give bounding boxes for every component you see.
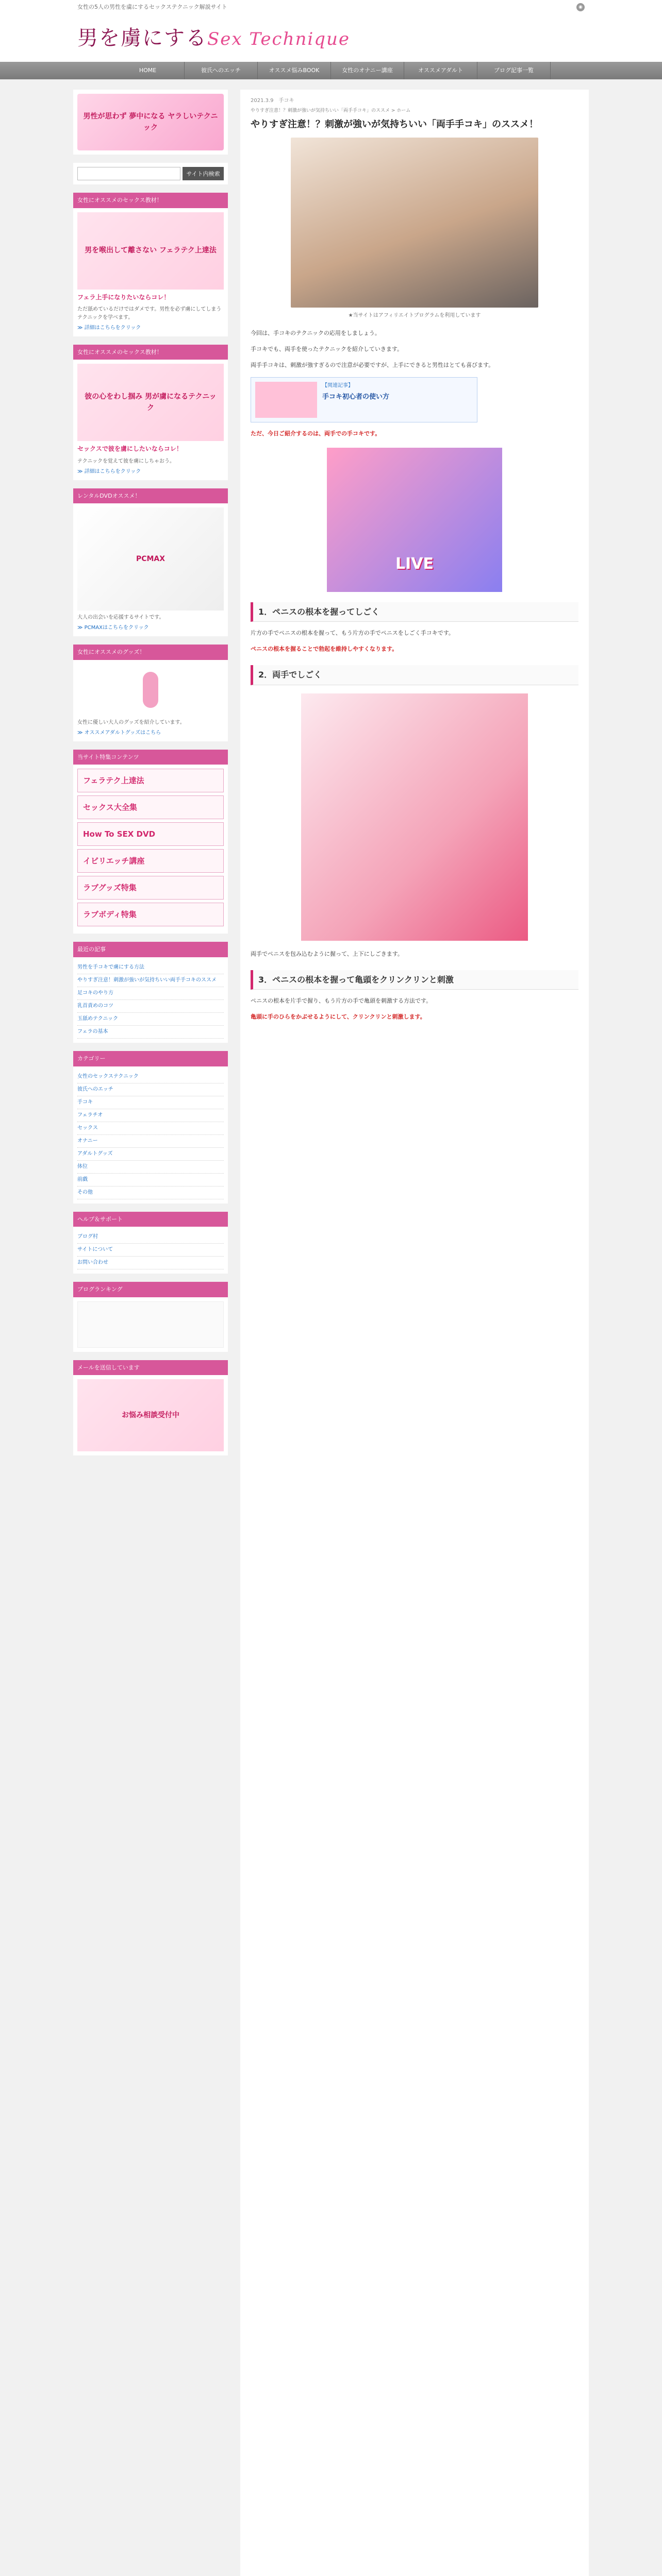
nav-adult[interactable]: オススメアダルト	[404, 62, 477, 79]
site-tagline: 女性の5人の男性を虜にするセックステクニック解説サイト	[77, 4, 227, 11]
dvd-more-link[interactable]: ≫ PCMAXはこちらをクリック	[77, 625, 149, 631]
nav-boyfriend[interactable]: 彼氏へのエッチ	[185, 62, 258, 79]
main-content	[240, 90, 589, 2576]
post-meta	[251, 97, 578, 105]
category-link[interactable]: アダルトグッズ	[77, 1148, 224, 1161]
post-date: 2021.3.9	[251, 98, 274, 104]
recent-post-link[interactable]: 足コキのやり方	[77, 987, 224, 1000]
category-link[interactable]: 前戯	[77, 1174, 224, 1187]
help-link[interactable]: サイトについて	[77, 1244, 224, 1257]
category-link[interactable]: 彼氏へのエッチ	[77, 1083, 224, 1096]
help-link[interactable]: ブログ村	[77, 1231, 224, 1244]
site-header	[0, 14, 662, 62]
post-category[interactable]: 手コキ	[278, 98, 294, 104]
feature-banner[interactable]: フェラテク上達法	[77, 769, 224, 792]
highlight-text: ペニスの根本を握ることで勃起を維持しやすくなります。	[251, 646, 398, 653]
widget-mail	[73, 1360, 228, 1456]
recent-post-link[interactable]: やりすぎ注意！刺激が強いが気持ちいい両手手コキのススメ	[77, 974, 224, 987]
paragraph: 両手でペニスを包み込むように握って、上下にしごきます。	[251, 950, 403, 957]
widget-title: ブログランキング	[73, 1282, 228, 1297]
recent-post-link[interactable]: フェラの基本	[77, 1026, 224, 1039]
category-link[interactable]: フェラチオ	[77, 1109, 224, 1122]
related-thumbnail	[255, 382, 317, 418]
goods-more-link[interactable]: ≫ オススメアダルトグッズはこちら	[77, 730, 161, 736]
widget-title: カテゴリー	[73, 1051, 228, 1066]
mail-banner[interactable]: お悩み相談受付中	[77, 1379, 224, 1451]
book-text: ただ舐めているだけではダメです。男性を必ず虜にしてしまうテクニックを学べます。	[77, 306, 222, 320]
widget-help	[73, 1212, 228, 1274]
widget-features	[73, 750, 228, 934]
related-text: 【関連記事】 手コキ初心者の使い方	[322, 382, 390, 401]
site-logo[interactable]: 男を虜にするSex Technique	[77, 26, 351, 50]
widget-title: 最近の記事	[73, 942, 228, 957]
live-chat-ad[interactable]: LIVE	[327, 448, 502, 592]
recent-post-link[interactable]: 玉舐めテクニック	[77, 1013, 224, 1026]
affiliate-note: ★当サイトはアフィリエイトプログラムを利用しています	[348, 313, 481, 319]
feature-banner[interactable]: How To SEX DVD	[77, 822, 224, 846]
paragraph: 片方の手でペニスの根本を握って、もう片方の手でペニスをしごく手コキです。	[251, 630, 454, 637]
highlight-text: 亀頭に手のひらをかぶせるようにして、クリンクリンと刺激します。	[251, 1013, 426, 1021]
category-link[interactable]: セックス	[77, 1122, 224, 1135]
paragraph: 手コキでも、両手を使ったテクニックを紹介していきます。	[251, 346, 403, 353]
related-link-card[interactable]	[251, 377, 477, 422]
category-link[interactable]: その他	[77, 1187, 224, 1199]
feature-banner[interactable]: ラブボディ特集	[77, 903, 224, 926]
sidebar	[73, 90, 228, 2576]
widget-title: ヘルプ＆サポート	[73, 1212, 228, 1227]
main-nav	[0, 62, 662, 79]
widget-book2	[73, 345, 228, 480]
help-link[interactable]: お問い合わせ	[77, 1257, 224, 1269]
category-link[interactable]: オナニー	[77, 1135, 224, 1148]
dvd-text: 大人の出会いを応援するサイトです。	[77, 615, 164, 621]
goods-text: 女性に優しい大人のグッズを紹介しています。	[77, 719, 185, 725]
paragraph: 両手手コキは、刺激が強すぎるので注意が必要ですが、上手にできると男性はとても喜びます。	[251, 361, 494, 368]
ranking-banners[interactable]	[77, 1301, 224, 1348]
search-widget	[73, 163, 228, 184]
widget-goods	[73, 645, 228, 741]
search-button[interactable]: サイト内検索	[183, 167, 224, 180]
widget-title: 女性にオススメのセックス教材！	[73, 345, 228, 360]
pcmax-banner[interactable]: PCMAX	[77, 507, 224, 611]
recent-post-link[interactable]: 乳首責めのコツ	[77, 1000, 224, 1013]
top-bar	[0, 0, 662, 14]
goods-image[interactable]	[77, 664, 224, 716]
top-banner[interactable]: 男性が思わず 夢中になる ヤラしいテクニック	[77, 94, 224, 150]
breadcrumb: やりすぎ注意！？刺激が強いが気持ちいい「両手手コキ」のススメ > ホーム	[251, 108, 411, 113]
section-image	[301, 693, 528, 941]
nav-lesson[interactable]: 女性のオナニー講座	[331, 62, 404, 79]
search-input[interactable]	[77, 167, 180, 180]
book-link[interactable]: セックスで彼を虜にしたいならコレ！	[77, 445, 183, 453]
feature-banner[interactable]: イビリエッチ講座	[77, 849, 224, 873]
page-title: やりすぎ注意！？刺激が強いが気持ちいい「両手手コキ」のススメ！	[251, 119, 538, 130]
category-link[interactable]: 手コキ	[77, 1096, 224, 1109]
widget-title: 女性にオススメのグッズ！	[73, 645, 228, 660]
widget-dvd	[73, 488, 228, 637]
hero-image	[291, 138, 538, 308]
book-banner[interactable]: 男を喉出して離さない フェラテク上達法	[77, 212, 224, 290]
recent-post-link[interactable]: 男性を手コキで虜にする方法	[77, 961, 224, 974]
section-heading: 1．ペニスの根本を握ってしごく	[251, 602, 578, 622]
paragraph: ペニスの根本を片手で握り、もう片方の手で亀頭を刺激する方法です。	[251, 997, 432, 1005]
book-text: テクニックを覚えて彼を虜にしちゃおう。	[77, 458, 175, 464]
feature-banner[interactable]: ラブグッズ特集	[77, 876, 224, 900]
top-banner-widget	[73, 90, 228, 155]
nav-books[interactable]: オススメ悩みBOOK	[258, 62, 331, 79]
feature-banner[interactable]: セックス大全集	[77, 795, 224, 819]
widget-book1	[73, 193, 228, 336]
book-more-link[interactable]: ≫ 詳細はこちらをクリック	[77, 325, 141, 331]
highlight-text: ただ、今日ご紹介するのは、両手での手コキです。	[251, 430, 381, 437]
widget-title: 女性にオススメのセックス教材！	[73, 193, 228, 208]
widget-categories	[73, 1051, 228, 1204]
widget-ranking	[73, 1282, 228, 1352]
category-link[interactable]: 女性のセックステクニック	[77, 1071, 224, 1083]
section-heading: 3．ペニスの根本を握って亀頭をクリンクリンと刺激	[251, 970, 578, 990]
nav-home[interactable]: HOME	[111, 62, 185, 79]
category-link[interactable]: 体位	[77, 1161, 224, 1174]
book-more-link[interactable]: ≫ 詳細はこちらをクリック	[77, 468, 141, 474]
nav-articles[interactable]: ブログ記事一覧	[477, 62, 551, 79]
rss-icon[interactable]: ◉	[576, 3, 585, 11]
widget-recent	[73, 942, 228, 1043]
widget-title: メールを送信しています	[73, 1360, 228, 1376]
paragraph: 今回は、手コキのテクニックの応用をしましょう。	[251, 330, 380, 337]
book-link[interactable]: フェラ上手になりたいならコレ！	[77, 293, 170, 301]
section-heading: 2．両手でしごく	[251, 665, 578, 685]
book-banner[interactable]: 彼の心をわし掴み 男が虜になるテクニック	[77, 364, 224, 441]
widget-title: 当サイト特集コンテンツ	[73, 750, 228, 765]
widget-title: レンタルDVDオススメ！	[73, 488, 228, 504]
